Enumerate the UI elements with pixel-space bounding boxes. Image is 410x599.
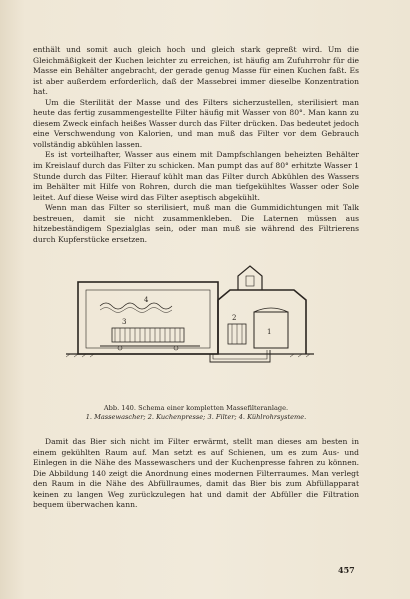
paragraph: enthält und somit auch gleich hoch und gleich stark gepreßt wird. Um die Gleichmäßigkeit der Kuchen leichter zu erreichen, ist häufig am Zufuhrrohr für die Masse ein Behälter angebracht, der gerade genug Masse für einen Kuchen faßt. Es ist aber außerdem erforderlich, daß der Massebrei immer dieselbe Konzentration hat. bbox=[33, 45, 359, 97]
label-1: 1 bbox=[267, 328, 272, 336]
label-4: 4 bbox=[144, 296, 149, 304]
page-number: 457 bbox=[338, 565, 355, 575]
filter-plant-diagram bbox=[60, 262, 320, 382]
paragraph: Wenn man das Filter so sterilisiert, muß man die Gummidichtungen mit Talk bestreuen, damit sie nicht zusammenkleben. Die Laternen müssen aus hitzebeständigem Spezialglas sein, oder man muß sie während des Filtrierens durch Kupferstücke ersetzen. bbox=[33, 203, 359, 244]
paragraph: Es ist vorteilhafter, Wasser aus einem mit Dampfschlangen beheizten Behälter im Kreislauf durch das Filter zu schicken. Man pumpt das auf 80° erhitzte Wasser 1 Stunde durch das Filter. Hierauf kühlt man das Filter durch Abkühlen des Wassers im Behälter mit Hilfe von Rohren, durch die man tiefgekühltes Wasser oder Sole leitet. Auf diese Weise wird das Filter aseptisch abgekühlt. bbox=[33, 150, 359, 202]
label-2: 2 bbox=[232, 314, 237, 322]
paragraph: Damit das Bier sich nicht im Filter erwärmt, stellt man dieses am besten in einem gekühlten Raum auf. Man setzt es auf Schienen, um es zum Aus- und Einlegen in die Nähe des Massewaschers und der Kuchenpresse fahren zu können. Die Abbildung 140 zeigt die Anordnung eines modernen Filterraumes. Man verlegt den Raum in die Nähe des Abfüllraumes, damit das Bier bis zum Abfüllapparat keinen zu langen Weg zurückzulegen hat und damit der Abfüller die Filtration bequem überwachen kann. bbox=[33, 437, 359, 510]
paragraph: Um die Sterilität der Masse und des Filters sicherzustellen, sterilisiert man heute das fertig zusammengestellte Filter häufig mit Wasser von 80°. Man kann zu diesem Zweck einfach heißes Wasser durch das Filter drücken. Das bedeutet jedoch eine Verschwendung von Kalorien, und man muß das Filter vor dem Gebrauch vollständig abkühlen lassen. bbox=[33, 97, 359, 149]
body-text-bottom bbox=[33, 437, 359, 511]
caption-legend: 1. Massewascher; 2. Kuchenpresse; 3. Filter; 4. Kühlrohrsysteme. bbox=[85, 413, 307, 421]
label-3: 3 bbox=[122, 318, 127, 326]
body-text-top bbox=[33, 45, 359, 245]
figure-caption bbox=[33, 404, 359, 422]
caption-title: Abb. 140. Schema einer kompletten Massefilteranlage. bbox=[103, 404, 289, 412]
